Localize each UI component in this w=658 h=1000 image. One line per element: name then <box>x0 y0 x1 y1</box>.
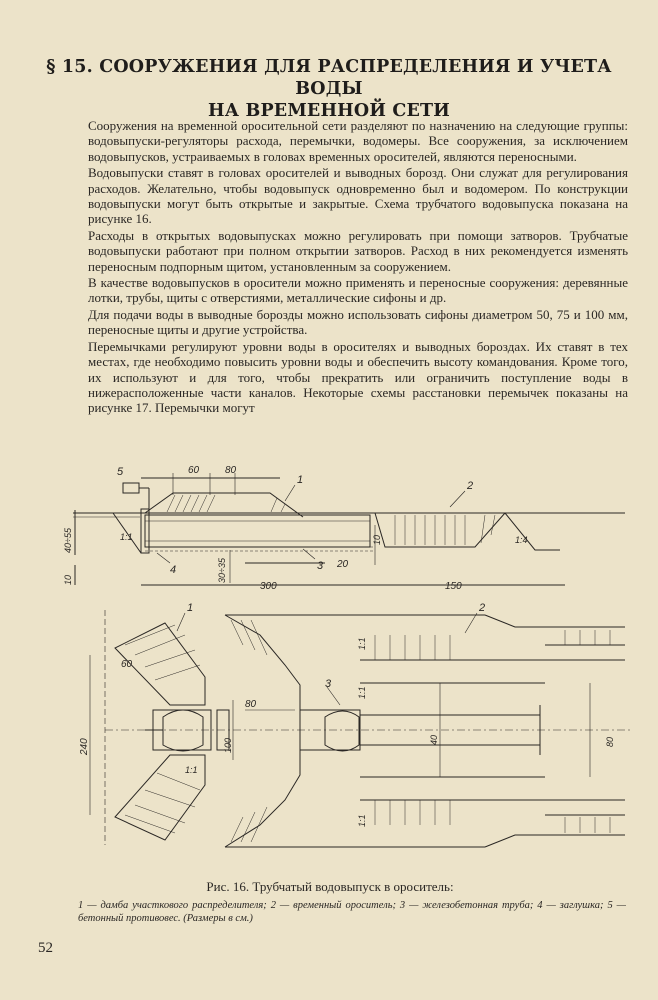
plan-dim-240: 240 <box>79 738 90 755</box>
plan-slope-d: 1:1 <box>185 765 198 775</box>
dim-10-left: 10 <box>63 574 73 585</box>
paragraph: Сооружения на временной оросительной сети разделяют по назначению на следующие группы: водовыпуски-регуляторы расхода, перемычки, водомеры. Все сооружения, за исключением водовыпусков, устраиваемых в головах временных оросителей, являются переносными. <box>88 118 628 164</box>
plan-slope-a: 1:1 <box>357 637 367 650</box>
label-5: 5 <box>117 466 124 478</box>
label-3-section: 3 <box>317 560 324 572</box>
dim-150: 150 <box>445 581 462 592</box>
label-1: 1 <box>297 474 304 486</box>
plan-slope-b: 1:1 <box>357 686 367 699</box>
dim-80: 80 <box>225 465 237 476</box>
dim-20: 20 <box>337 559 349 570</box>
plan-label-3: 3 <box>325 678 332 690</box>
technical-drawing <box>45 455 635 875</box>
plan-dim-100: 100 <box>223 737 233 753</box>
section-heading <box>40 56 618 122</box>
pipe-section <box>145 515 370 547</box>
plan-dim-60: 60 <box>121 659 133 670</box>
paragraph: Для подачи воды в выводные борозды можно использовать сифоны диаметром 50, 75 и 100 мм, переносные щиты и другие устройства. <box>88 306 628 338</box>
section-heading-line-1: § 15. СООРУЖЕНИЯ ДЛЯ РАСПРЕДЕЛЕНИЯ И УЧЕТА ВОДЫ <box>46 57 612 99</box>
slope-1-1: 1:1 <box>120 532 133 542</box>
dim-30-35: 30÷35 <box>217 558 227 583</box>
dim-300: 300 <box>260 581 277 592</box>
label-4: 4 <box>170 564 177 576</box>
plan-label-1: 1 <box>187 602 194 614</box>
dam-hatch <box>167 495 285 512</box>
plan-dim-80: 80 <box>245 699 257 710</box>
figure-16-drawing <box>45 455 635 875</box>
section-view <box>73 473 625 585</box>
plan-dim-40: 40 <box>429 734 439 745</box>
caption-legend: 1 — дамба участкового распределителя; 2 — временный ороситель; 3 — железобетонная труба; 4 — заглушка; 5 — бетонный противовес. (Размеры в см.) <box>78 900 626 924</box>
plan-slope-c: 1:1 <box>357 814 367 827</box>
figure-caption <box>80 878 640 925</box>
counterweight <box>123 483 139 493</box>
dim-40-55: 40÷55 <box>63 528 73 553</box>
plan-dim-80-right: 80 <box>605 736 615 747</box>
paragraph: Перемычками регулируют уровни воды в оросителях и выводных бороздах. Их ставят в тех местах, где необходимо повысить уровни воды и обеспечить высоту командования. Кроме того, их используют и для того, чтобы прекратить или ограничить поступление воды в нижерасположенные части каналов. Некоторые схемы расстановки перемычек показаны на рисунке 17. Перемычки могут <box>88 338 628 416</box>
caption-title: Рис. 16. Трубчатый водовыпуск в ороситель: <box>206 879 454 894</box>
drawing-labels <box>63 465 615 827</box>
paragraph: В качестве водовыпусков в оросители можно применять и переносные сооружения: деревянные лотки, трубы, щиты с отверстиями, металлические сифоны и др. <box>88 275 628 306</box>
body-text <box>88 118 628 417</box>
paragraph: Расходы в открытых водовыпусках можно регулировать при помощи затворов. Трубчатые водовыпуски работают при полном открытии затворов. Расход в них рекомендуется изменять переносным подпорным щитом, установленным за сооружением. <box>88 227 628 274</box>
canal-hatch <box>395 515 495 545</box>
dim-10-right: 10 <box>372 534 382 545</box>
dim-60: 60 <box>188 465 200 476</box>
label-2: 2 <box>467 480 474 492</box>
plan-label-2: 2 <box>479 602 486 614</box>
paragraph: Водовыпуски ставят в головах оросителей и выводных борозд. Они служат для регулирования расходов. Желательно, чтобы водовыпуск одновременно был и водомером. По конструкции водовыпуски могут быть открытые и закрытые. Схема трубчатого водовыпуска показана на рисунке 16. <box>88 165 628 227</box>
section-heading-line-2: НА ВРЕМЕННОЙ СЕТИ <box>207 101 451 121</box>
page-number: 52 <box>38 940 53 956</box>
slope-1-4: 1:4 <box>515 535 528 545</box>
